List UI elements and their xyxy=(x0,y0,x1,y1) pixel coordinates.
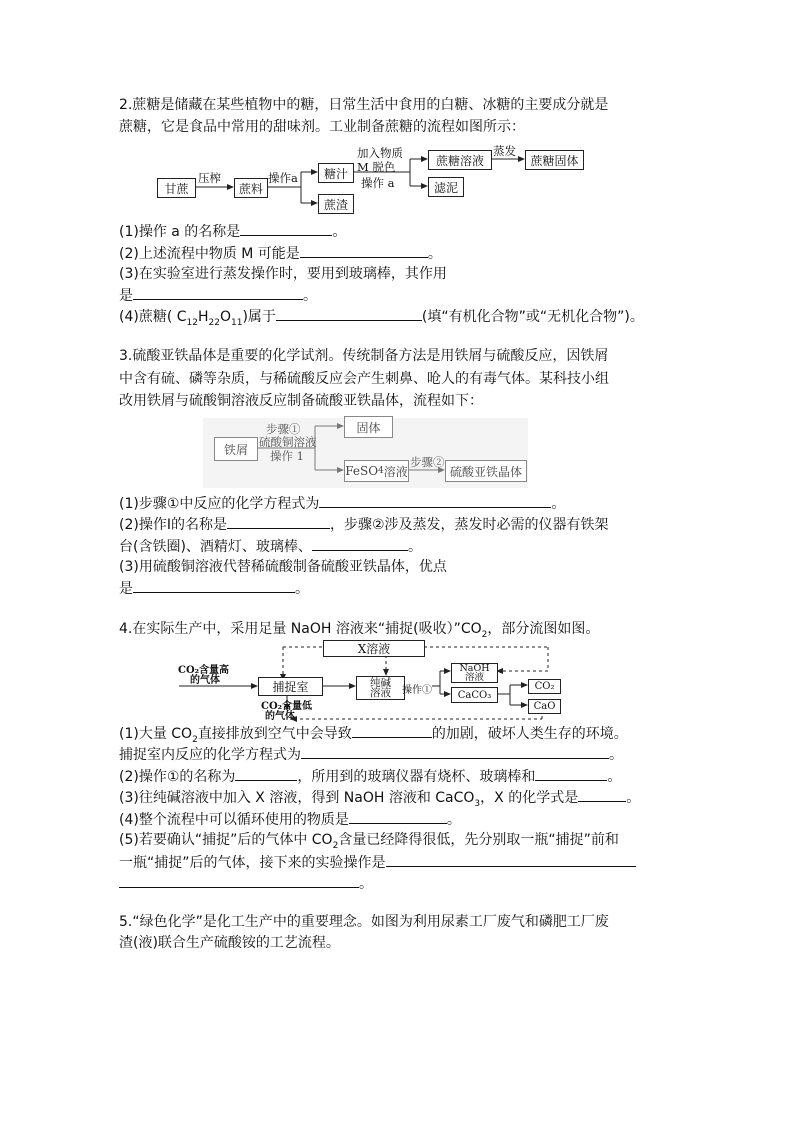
q3-label-copper-sulfate: 硫酸铜溶液 xyxy=(259,435,317,449)
q3-label-step1: 步骤① xyxy=(266,422,301,436)
q3-part3-end: 。 xyxy=(295,581,309,597)
q4-part3-mid: ，X 的化学式是 xyxy=(480,790,579,806)
q4-part2-text: (2)操作①的名称为 xyxy=(119,769,236,785)
q4-part4 xyxy=(119,809,461,830)
q2-formula-sub: 12 xyxy=(186,317,198,328)
q3-intro-line2: 中含有硫、磷等杂质，与稀硫酸反应会产生刺鼻、呛人的有毒气体。某科技小组 xyxy=(119,371,609,387)
q4-part4-text: (4)整个流程中可以循环使用的物质是 xyxy=(119,812,349,828)
q4-label-operation1: 操作① xyxy=(402,685,432,696)
q3-label-step2: 步骤② xyxy=(410,455,445,469)
q2-intro-line2: 蔗糖，它是食品中常用的甜味剂。工业制备蔗糖的流程如图所示： xyxy=(119,119,525,135)
q4-part1-end: 的加剧，破坏人类生存的环境。 xyxy=(431,726,628,742)
q2-part2-text: (2)上述流程中物质 M 可能是 xyxy=(119,246,300,262)
q4-answer4-blank[interactable] xyxy=(349,809,447,824)
q4-answer3-blank[interactable] xyxy=(578,787,626,802)
q2-formula-sub: 11 xyxy=(231,317,243,328)
q2-part4-mid: )属于 xyxy=(242,309,276,325)
q4-node-x-solution: X溶液 xyxy=(323,640,425,657)
q2-label-add-m-2: M 脱色 xyxy=(357,160,396,174)
q2-label-evaporate: 蒸发 xyxy=(493,144,516,158)
q4-part5-line1 xyxy=(119,830,619,850)
q4-node-capture-chamber: 捕捉室 xyxy=(258,677,323,696)
q2-node-bagasse-material: 蔗料 xyxy=(234,178,268,198)
q2-part3-text: 是 xyxy=(119,288,133,304)
q4-part1-line2-end: 。 xyxy=(609,747,623,763)
q4-co2-subscript: 2 xyxy=(481,629,488,640)
q2-node-sugar-solution: 蔗糖溶液 xyxy=(428,150,492,170)
q4-part5-line2 xyxy=(119,852,636,873)
q3-feso4-suffix: 溶液 xyxy=(383,464,408,479)
q3-intro-line3: 改用铁屑与硫酸铜溶液反应制备硫酸亚铁晶体，流程如下： xyxy=(119,393,483,409)
q4-node-caco3: CaCO₃ xyxy=(451,687,498,703)
q3-part3-line1: (3)用硫酸铜溶液代替稀硫酸制备硫酸亚铁晶体，优点 xyxy=(119,559,447,575)
q5-intro-line2: 渣(液)联合生产硫酸铵的工艺流程。 xyxy=(119,935,340,951)
q4-answer1b-blank[interactable] xyxy=(301,744,609,759)
q2-node-residue: 蔗渣 xyxy=(318,194,354,214)
q4-co2-subscript: 2 xyxy=(192,734,198,745)
q3-part2-line2-text: 台(含铁圈)、酒精灯、玻璃棒、 xyxy=(119,539,312,555)
q4-part1-text: (1)大量 CO xyxy=(119,726,193,742)
q2-part4-end: (填“有机化合物”或“无机化合物”)。 xyxy=(421,309,644,325)
q4-label-high-co2-gas-1: CO₂含量高 xyxy=(178,665,230,676)
q3-part1-end: 。 xyxy=(551,496,566,512)
q2-part4-text: (4)蔗糖( C xyxy=(119,309,187,325)
q4-part5-text: (5)若要确认“捕捉”后的气体中 CO xyxy=(119,832,333,848)
q4-part1-line2 xyxy=(119,744,623,765)
q4-part1-line1 xyxy=(119,723,628,744)
q4-part2-mid: ，所用到的玻璃仪器有烧杯、玻璃棒和 xyxy=(297,769,536,785)
q4-part1-line2-text: 捕捉室内反应的化学方程式为 xyxy=(119,747,301,763)
q4-soda-line2: 溶液 xyxy=(370,687,391,699)
q4-part5-line2-text: 一瓶“捕捉”后的气体，接下来的实验操作是 xyxy=(119,855,386,871)
q3-node-iron-filings: 铁屑 xyxy=(214,437,258,461)
q3-part1-text: (1)步骤①中反应的化学方程式为 xyxy=(119,496,320,512)
q4-part5-end: 。 xyxy=(359,876,373,892)
q2-node-juice: 糖汁 xyxy=(318,163,354,183)
q5-intro-line1: 5.“绿色化学”是化工生产中的重要理念。如图为利用尿素工厂废气和磷肥工厂废 xyxy=(119,914,609,930)
q4-part1-mid: 直接排放到空气中会导致 xyxy=(197,726,352,742)
q2-part1-end: 。 xyxy=(332,224,347,240)
q3-part3-text: 是 xyxy=(119,581,133,597)
q2-part2-end: 。 xyxy=(427,246,442,262)
q4-answer1a-blank[interactable] xyxy=(352,723,432,738)
q4-intro-text: 4.在实际生产中，采用足量 NaOH 溶液来“捕捉(吸收）”CO xyxy=(119,621,482,637)
q4-part2-end: 。 xyxy=(607,769,622,785)
q4-caco3-subscript: 3 xyxy=(474,798,481,809)
q3-label-operation1: 操作 1 xyxy=(270,449,304,463)
q2-label-add-m-1: 加入物质 xyxy=(357,146,403,160)
q4-node-naoh-solution xyxy=(451,663,498,683)
q4-node-soda-solution xyxy=(356,676,405,700)
q3-part2-end: 。 xyxy=(407,539,422,555)
q4-part4-end: 。 xyxy=(446,812,461,828)
q3-node-ferrous-sulfate-crystal: 硫酸亚铁晶体 xyxy=(445,460,527,482)
q4-part3-text: (3)往纯碱溶液中加入 X 溶液，得到 NaOH 溶液和 CaCO xyxy=(119,790,475,806)
q2-node-sugar-solid: 蔗糖固体 xyxy=(525,150,584,170)
q4-answer5b-blank[interactable] xyxy=(119,873,359,888)
q3-part2-mid: ，步骤②涉及蒸发，蒸发时必需的仪器有铁架 xyxy=(329,517,609,533)
q4-part3-end: 。 xyxy=(626,790,641,806)
q2-part1-text: (1)操作 a 的名称是 xyxy=(119,224,241,240)
q4-label-low-co2-gas-1: CO₂含量低 xyxy=(261,701,313,712)
q4-part5-line1-end: 含量已经降得很低，先分别取一瓶“捕捉”前和 xyxy=(338,832,619,848)
q3-feso4-formula: FeSO xyxy=(345,464,379,478)
q4-label-low-co2-gas-2: 的气体 xyxy=(265,711,295,722)
q2-part3-end: 。 xyxy=(303,288,317,304)
q4-part3 xyxy=(119,787,640,808)
q3-node-feso4-solution: FeSO 4 溶液 xyxy=(344,460,409,482)
q2-node-filter-mud: 滤泥 xyxy=(428,177,464,197)
q3-node-solid: 固体 xyxy=(344,416,393,438)
q4-answer5a-blank[interactable] xyxy=(386,852,636,867)
q4-naoh-line2: 溶液 xyxy=(464,672,484,683)
q3-intro-line1: 3.硫酸亚铁晶体是重要的化学试剂。传统制备方法是用铁屑与硫酸反应，因铁屑 xyxy=(119,348,609,364)
q2-part3-line1: (3)在实验室进行蒸发操作时，要用到玻璃棒，其作用 xyxy=(119,266,447,282)
q3-part2-text: (2)操作Ⅰ的名称是 xyxy=(119,517,227,533)
q4-part5-line3 xyxy=(119,873,373,894)
q4-node-co2: CO₂ xyxy=(528,679,561,694)
q4-answer2b-blank[interactable] xyxy=(535,766,607,781)
q4-soda-line1: 纯碱 xyxy=(370,677,391,689)
q4-intro-end: ，部分流图如图。 xyxy=(487,621,600,637)
q4-part2 xyxy=(119,766,621,787)
q2-label-operation-a: 操作a xyxy=(268,171,298,185)
q4-naoh-line1: NaOH xyxy=(459,663,490,674)
q4-label-high-co2-gas-2: 的气体 xyxy=(190,675,220,686)
q2-label-press: 压榨 xyxy=(198,171,221,185)
q4-answer2a-blank[interactable] xyxy=(235,766,297,781)
q2-label-add-m-3: 操作 a xyxy=(361,176,395,190)
q4-node-cao: CaO xyxy=(528,699,561,714)
q2-node-sugarcane: 甘蔗 xyxy=(157,178,196,198)
q2-intro-line1: 2.蔗糖是储藏在某些植物中的糖，日常生活中食用的白糖、冰糖的主要成分就是 xyxy=(119,97,609,113)
q2-formula-o: O xyxy=(219,309,231,325)
q2-formula-h: H xyxy=(197,309,209,325)
q4-co2-subscript: 2 xyxy=(332,840,339,851)
q2-formula-sub: 22 xyxy=(208,317,220,328)
